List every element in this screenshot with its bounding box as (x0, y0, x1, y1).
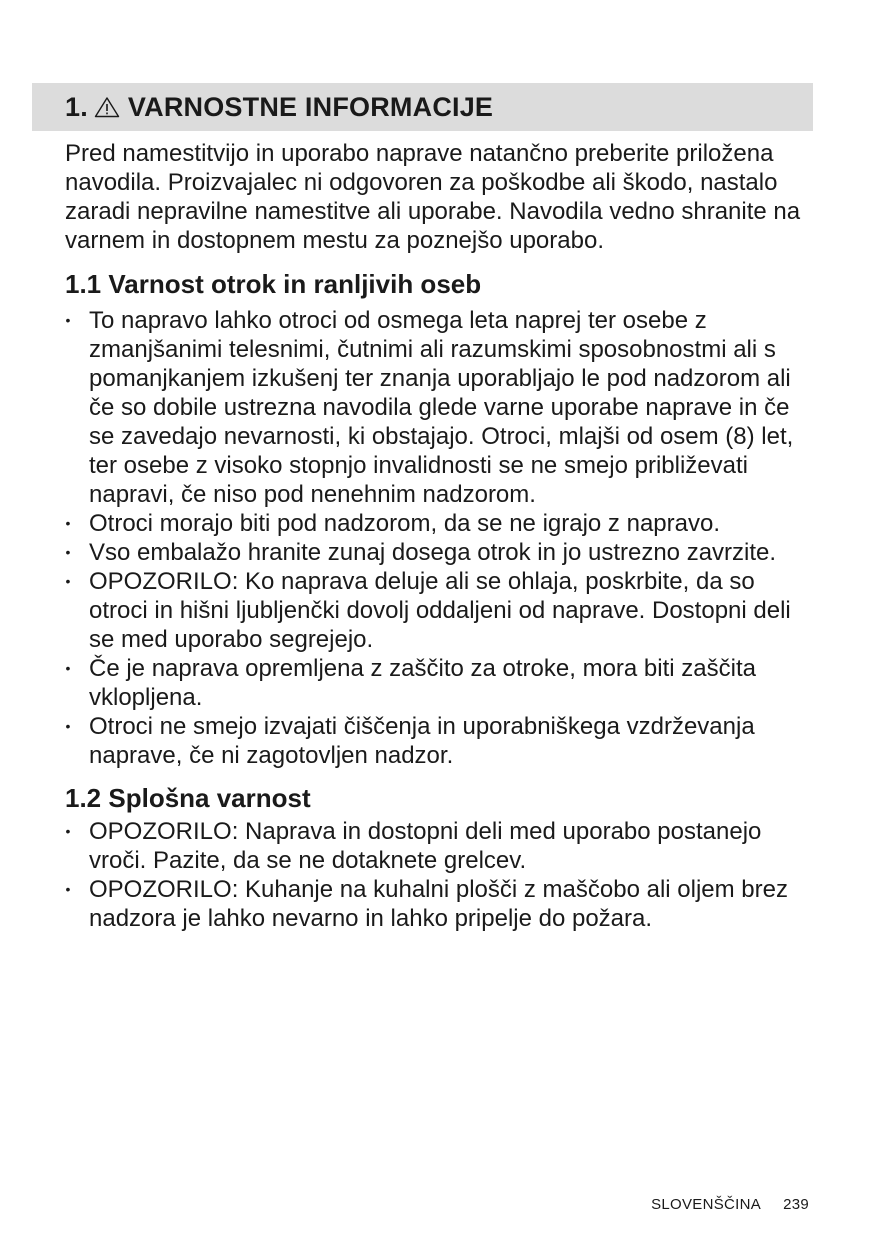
bullet: • (65, 881, 71, 897)
footer-language: SLOVENŠČINA (651, 1196, 762, 1213)
warning-triangle-icon (94, 96, 120, 118)
list-item (65, 538, 817, 567)
section-title-text: VARNOSTNE INFORMACIJE (127, 91, 494, 122)
bullet: • (65, 544, 71, 560)
bullet: • (65, 823, 71, 839)
list-item (65, 567, 817, 654)
bullet: • (65, 718, 71, 734)
list-item-text: OPOZORILO: Ko naprava deluje ali se ohlaja, poskrbite, da so otroci in hišni ljubljenčki dovolj oddaljeni od naprave. Dostopni deli se med uporabo segrejejo. (89, 568, 791, 653)
list-item-text: Otroci ne smejo izvajati čiščenja in uporabniškega vzdrževanja naprave, če ni zagotovljen nadzor. (89, 713, 755, 769)
list-item (65, 306, 817, 509)
page-number: 239 (783, 1196, 809, 1213)
list-item (65, 712, 817, 770)
general-safety-list (65, 817, 817, 933)
bullet: • (65, 573, 71, 589)
section-title-bar (32, 83, 813, 131)
page-footer (651, 1196, 809, 1213)
list-item-text: To napravo lahko otroci od osmega leta naprej ter osebe z zmanjšanimi telesnimi, čutnimi ali razumskimi sposobnostmi ali s pomanjkanjem izkušenj ter znanja uporabljajo le pod nadzorom ali če so dobile ustrezna navodila glede varne uporabe naprave in če se zavedajo nevarnosti, ki obstajajo. Otroci, mlajši od osem (8) let, ter osebe z visoko stopnjo invalidnosti se ne smejo približevati napravi, če niso pod nenehnim nadzorom. (89, 307, 794, 508)
list-item (65, 875, 817, 933)
list-item (65, 817, 817, 875)
list-item-text: Če je naprava opremljena z zaščito za otroke, mora biti zaščita vklopljena. (89, 655, 756, 711)
list-item (65, 509, 817, 538)
list-item-text: Vso embalažo hranite zunaj dosega otrok in jo ustrezno zavrzite. (89, 539, 777, 566)
document-body (65, 139, 817, 933)
bullet: • (65, 312, 71, 328)
section-number: 1. (65, 91, 88, 122)
list-item (65, 654, 817, 712)
bullet: • (65, 515, 71, 531)
bullet: • (65, 660, 71, 676)
list-item-text: OPOZORILO: Kuhanje na kuhalni plošči z maščobo ali oljem brez nadzora je lahko nevarno in lahko pripelje do požara. (89, 876, 788, 932)
list-item-text: Otroci morajo biti pod nadzorom, da se ne igrajo z napravo. (89, 510, 720, 537)
subsection-heading-general-safety: 1.2 Splošna varnost (65, 783, 311, 813)
list-item-text: OPOZORILO: Naprava in dostopni deli med uporabo postanejo vroči. Pazite, da se ne dotaknete grelcev. (89, 818, 762, 874)
intro-paragraph: Pred namestitvijo in uporabo naprave natančno preberite priložena navodila. Proizvajalec ni odgovoren za poškodbe ali škodo, nastalo zaradi nepravilne namestitve ali uporabe. Navodila vedno shranite na varnem in dostopnem mestu za poznejšo uporabo. (65, 140, 801, 254)
section-title (65, 92, 493, 123)
child-safety-list (65, 306, 817, 770)
subsection-heading-child-safety: 1.1 Varnost otrok in ranljivih oseb (65, 269, 482, 299)
